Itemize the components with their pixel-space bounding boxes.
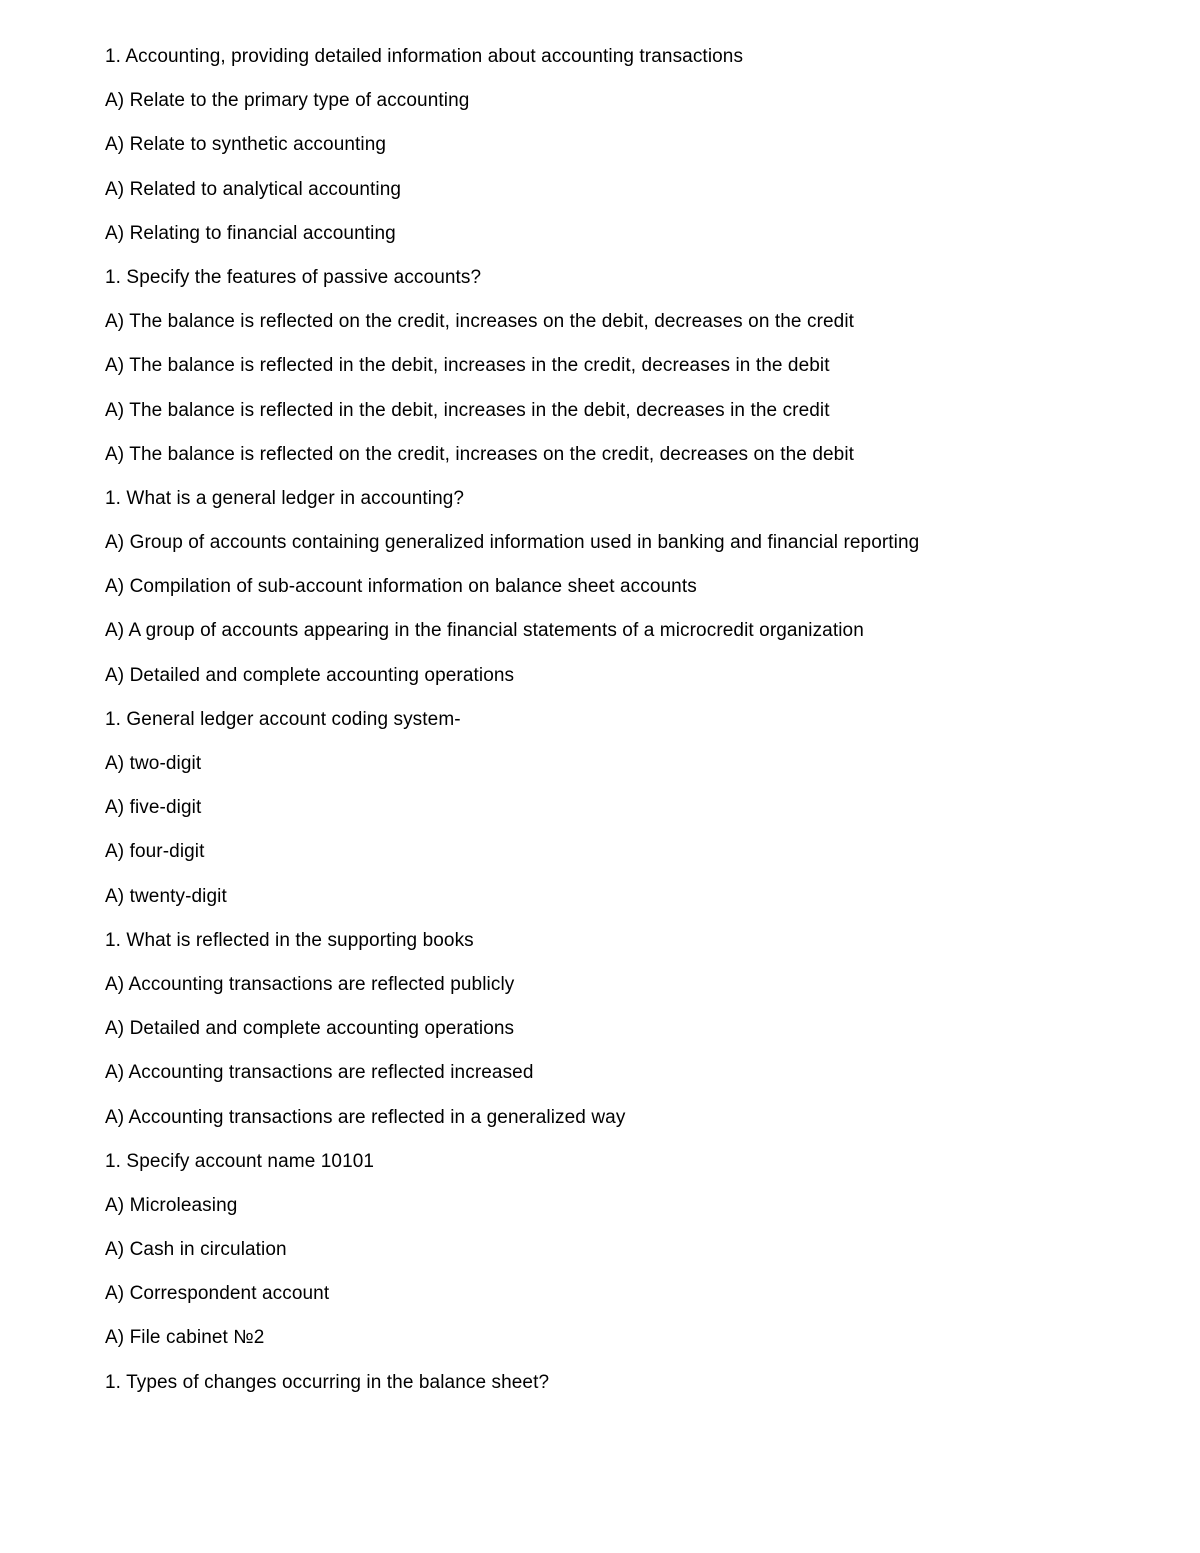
answer-option: A) Group of accounts containing generalized information used in banking and financial reporting <box>105 532 920 554</box>
answer-option: A) Correspondent account <box>105 1283 330 1305</box>
question-line: 1. Specify the features of passive accounts? <box>105 266 482 288</box>
answer-option: A) twenty-digit <box>105 885 227 907</box>
question-line: 1. General ledger account coding system- <box>105 708 461 730</box>
question-line: 1. Specify account name 10101 <box>105 1150 375 1172</box>
answer-option: A) The balance is reflected in the debit, increases in the credit, decreases in the debit <box>105 355 830 377</box>
question-line: 1. Types of changes occurring in the balance sheet? <box>105 1371 550 1393</box>
question-line: 1. What is reflected in the supporting books <box>105 929 474 951</box>
answer-option: A) four-digit <box>105 841 205 863</box>
answer-option: A) The balance is reflected on the credit, increases on the credit, decreases on the debit <box>105 443 855 465</box>
answer-option: A) The balance is reflected in the debit, increases in the debit, decreases in the credit <box>105 399 830 421</box>
answer-option: A) Microleasing <box>105 1194 238 1216</box>
answer-option: A) Accounting transactions are reflected publicly <box>105 973 515 995</box>
answer-option: A) Relating to financial accounting <box>105 222 396 244</box>
answer-option: A) Accounting transactions are reflected increased <box>105 1062 534 1084</box>
answer-option: A) The balance is reflected on the credit, increases on the debit, decreases on the credit <box>105 311 855 333</box>
answer-option: A) two-digit <box>105 753 202 774</box>
answer-option: A) Compilation of sub-account information on balance sheet accounts <box>105 576 697 598</box>
answer-option: A) Detailed and complete accounting operations <box>105 664 515 686</box>
answer-option: A) five-digit <box>105 797 202 819</box>
answer-option: A) Relate to the primary type of accounting <box>105 90 470 112</box>
document-body <box>105 43 1145 1413</box>
question-line: 1. Accounting, providing detailed information about accounting transactions <box>105 46 744 67</box>
answer-option: A) Relate to synthetic accounting <box>105 134 387 156</box>
answer-option: A) Accounting transactions are reflected in a generalized way <box>105 1106 626 1128</box>
answer-option: A) A group of accounts appearing in the financial statements of a microcredit organization <box>105 620 864 642</box>
answer-option: A) Cash in circulation <box>105 1239 287 1261</box>
answer-option: A) File cabinet №2 <box>105 1327 265 1349</box>
answer-option: A) Detailed and complete accounting operations <box>105 1018 515 1040</box>
answer-option: A) Related to analytical accounting <box>105 178 402 200</box>
question-line: 1. What is a general ledger in accounting? <box>105 487 465 509</box>
